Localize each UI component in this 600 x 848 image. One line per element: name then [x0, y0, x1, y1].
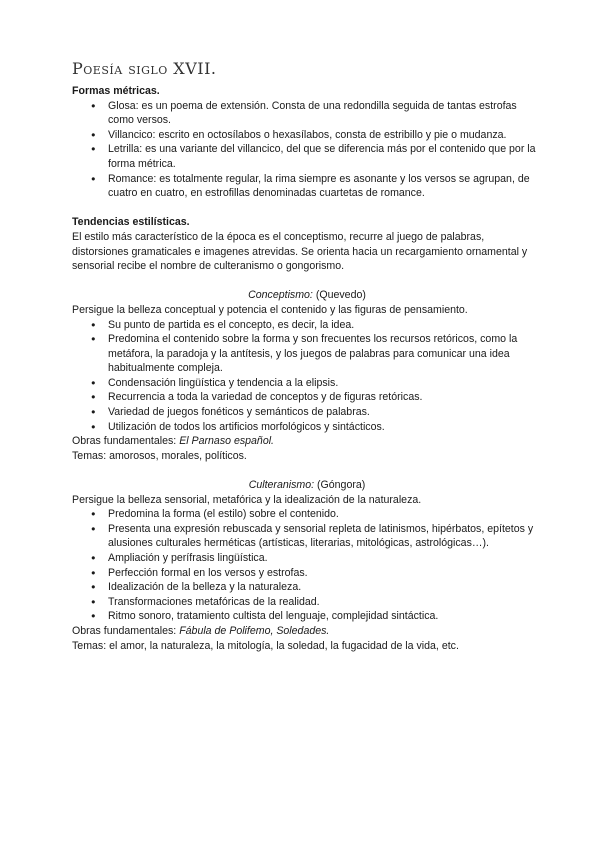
- list-item: ● Ampliación y perífrasis lingüística.: [108, 551, 542, 566]
- culteranismo-name: Culteranismo:: [248, 479, 315, 492]
- culteranismo-obras: [72, 624, 542, 639]
- list-item: ● Presenta una expresión rebuscada y sensorial repleta de latinismos, hipérbatos, epítetos y alusiones culturales herméticas (artísticas, literarias, mitológicas, astrológicas…).: [108, 522, 542, 551]
- list-item: ● Condensación lingüística y tendencia a la elipsis.: [108, 376, 542, 391]
- obras-label: Obras fundamentales:: [72, 624, 180, 637]
- list-item: ● Glosa: es un poema de extensión. Consta de una redondilla seguida de tantas estrofas como versos.: [108, 99, 542, 128]
- conceptismo-heading: [72, 288, 542, 303]
- culteranismo-intro: Persigue la belleza sensorial, metafórica y la idealización de la naturaleza.: [72, 493, 422, 506]
- conceptismo-intro: Persigue la belleza conceptual y potencia el contenido y las figuras de pensamiento.: [72, 303, 468, 316]
- culteranismo-temas: Temas: el amor, la naturaleza, la mitología, la soledad, la fugacidad de la vida, etc.: [72, 639, 459, 652]
- obras-titles: El Parnaso español.: [179, 435, 275, 448]
- culteranismo-heading: [72, 478, 542, 493]
- list-item: ● Utilización de todos los artificios morfológicos y sintácticos.: [108, 420, 542, 435]
- list-item: ● Variedad de juegos fonéticos y semánticos de palabras.: [108, 405, 542, 420]
- list-item: ● Transformaciones metafóricas de la realidad.: [108, 595, 542, 610]
- list-item: ● Recurrencia a toda la variedad de conceptos y de figuras retóricas.: [108, 390, 542, 405]
- tendencias-text: El estilo más característico de la época es el conceptismo, recurre al juego de palabras, distorsiones gramaticales e imagenes atrevidas. Se orienta hacia un recargamiento ornamental y sensorial recibe el nombre de culteranismo o gongorismo.: [72, 230, 528, 273]
- conceptismo-name: Conceptismo:: [248, 289, 313, 302]
- list-item: ● Idealización de la belleza y la naturaleza.: [108, 580, 542, 595]
- list-item: ● Villancico: escrito en octosílabos o hexasílabos, consta de estribillo y pie o mudanza.: [108, 128, 542, 143]
- formas-heading: Formas métricas.: [72, 85, 160, 97]
- list-item: ● Perfección formal en los versos y estrofas.: [108, 566, 542, 581]
- list-item: ● Letrilla: es una variante del villancico, del que se diferencia más por el contenido que por la forma métrica.: [108, 142, 542, 171]
- obras-titles: Fábula de Polifemo, Soledades.: [179, 624, 330, 637]
- list-item: ● Su punto de partida es el concepto, es decir, la idea.: [108, 318, 542, 333]
- document-body: [72, 84, 542, 653]
- conceptismo-list: [72, 318, 542, 435]
- conceptismo-obras: [72, 434, 542, 449]
- obras-label: Obras fundamentales:: [72, 435, 180, 448]
- list-item: ● Romance: es totalmente regular, la rima siempre es asonante y los versos se agrupan, de cuatro en cuatro, en estrofillas denominadas cuartetas de romance.: [108, 172, 542, 201]
- list-item: ● Predomina la forma (el estilo) sobre el contenido.: [108, 507, 542, 522]
- tendencias-heading: Tendencias estilísticas.: [72, 216, 190, 229]
- culteranismo-list: [72, 507, 542, 624]
- formas-list: [72, 99, 542, 201]
- culteranismo-author: (Góngora): [314, 479, 366, 492]
- list-item: ● Predomina el contenido sobre la forma y son frecuentes los recursos retóricos, como la metáfora, la paradoja y la antítesis, y los juegos de palabras para comunicar una idea habitualmente compleja.: [108, 332, 542, 376]
- page-title: Poesía siglo XVII.: [72, 59, 217, 78]
- conceptismo-temas: Temas: amorosos, morales, políticos.: [72, 449, 247, 462]
- conceptismo-author: (Quevedo): [312, 289, 366, 302]
- list-item: ● Ritmo sonoro, tratamiento cultista del lenguaje, complejidad sintáctica.: [108, 609, 542, 624]
